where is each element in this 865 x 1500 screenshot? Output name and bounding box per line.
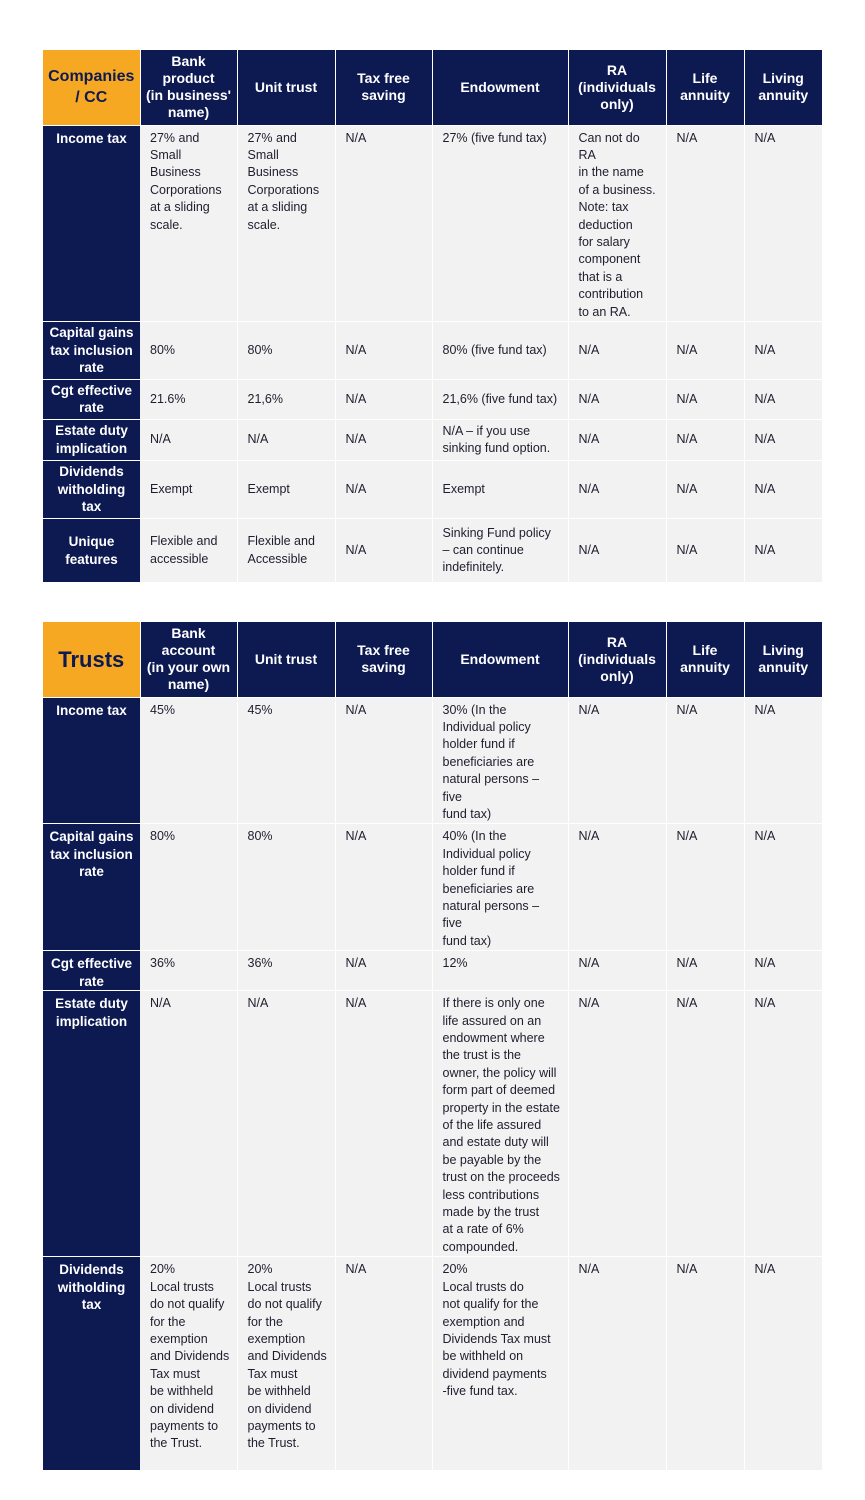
table-row [43, 419, 822, 460]
table-cell: Sinking Fund policy – can continue indefinitely. [432, 518, 568, 582]
table-cell: 80% [237, 321, 335, 379]
table-row [43, 518, 822, 582]
table-cell: N/A [666, 824, 744, 951]
row-header: Cgt effective rate [43, 951, 140, 991]
table-cell: 12% [432, 951, 568, 991]
table-cell: N/A [335, 518, 432, 582]
table-row [43, 379, 822, 419]
table-cell: Flexible and accessible [140, 518, 237, 582]
trusts-table [43, 622, 822, 1470]
table-cell: 45% [237, 697, 335, 824]
table-cell: N/A [335, 951, 432, 991]
table-cell: N/A [335, 697, 432, 824]
table-cell: 36% [140, 951, 237, 991]
table-cell: N/A [666, 991, 744, 1257]
table-cell: N/A [568, 379, 666, 419]
table-cell: 27% and Small Business Corporations at a sliding scale. [237, 125, 335, 321]
table-cell: N/A [744, 460, 822, 518]
table-cell: N/A [666, 321, 744, 379]
table-cell: 20% Local trusts do not qualify for the exemption and Dividends Tax must be withheld on dividend payments to the Trust. [140, 1257, 237, 1470]
table-cell: 80% [140, 321, 237, 379]
row-header: Cgt effective rate [43, 379, 140, 419]
table-cell: N/A [140, 991, 237, 1257]
row-header: Estate duty implication [43, 419, 140, 460]
row-header: Unique features [43, 518, 140, 582]
table-cell: Exempt [237, 460, 335, 518]
table-cell: N/A [335, 379, 432, 419]
table-row [43, 460, 822, 518]
column-header-bank-product: Bank product (in business' name) [140, 50, 237, 125]
table-cell: N/A – if you use sinking fund option. [432, 419, 568, 460]
table-cell: 21,6% [237, 379, 335, 419]
table-cell: Exempt [432, 460, 568, 518]
row-header: Income tax [43, 697, 140, 824]
table-cell: N/A [744, 1257, 822, 1470]
column-header-bank-account: Bank account (in your own name) [140, 622, 237, 697]
table-cell: 27% (five fund tax) [432, 125, 568, 321]
table-cell: N/A [666, 518, 744, 582]
table-cell: N/A [568, 951, 666, 991]
column-header-life-annuity: Life annuity [666, 622, 744, 697]
table-cell: N/A [568, 991, 666, 1257]
table-cell: N/A [568, 1257, 666, 1470]
table-cell: 27% and Small Business Corporations at a sliding scale. [140, 125, 237, 321]
row-header: Dividends witholding tax [43, 460, 140, 518]
table-cell: 45% [140, 697, 237, 824]
table-cell: N/A [140, 419, 237, 460]
column-header-tax-free-saving: Tax free saving [335, 50, 432, 125]
column-header-ra: RA (individuals only) [568, 622, 666, 697]
table-row [43, 951, 822, 991]
table-cell: N/A [744, 419, 822, 460]
table-row [43, 125, 822, 321]
table-title: Companies / CC [43, 50, 140, 125]
table-cell: 40% (In the Individual policy holder fund if beneficiaries are natural persons – five fund tax) [432, 824, 568, 951]
column-header-living-annuity: Living annuity [744, 50, 822, 125]
table-cell: If there is only one life assured on an endowment where the trust is the owner, the policy will form part of deemed property in the estate of the life assured and estate duty will be payable by the trust on the proceeds less contributions made by the trust at a rate of 6% compounded. [432, 991, 568, 1257]
table-cell: N/A [744, 518, 822, 582]
table-cell: N/A [666, 379, 744, 419]
table-title: Trusts [43, 622, 140, 697]
table-cell: N/A [237, 991, 335, 1257]
table-cell: N/A [744, 951, 822, 991]
table-row [43, 321, 822, 379]
table-cell: N/A [568, 321, 666, 379]
table-cell: N/A [744, 379, 822, 419]
table-cell: N/A [744, 321, 822, 379]
table-cell: N/A [568, 460, 666, 518]
table-cell: Can not do RA in the name of a business. Note: tax deduction for salary component that is a contribution to an RA. [568, 125, 666, 321]
column-header-endowment: Endowment [432, 622, 568, 697]
table-row [43, 1257, 822, 1470]
table-cell: N/A [335, 321, 432, 379]
table-cell: 20% Local trusts do not qualify for the exemption and Dividends Tax must be withheld on dividend payments -five fund tax. [432, 1257, 568, 1470]
table-cell: N/A [666, 419, 744, 460]
row-header: Capital gains tax inclusion rate [43, 824, 140, 951]
header-row [43, 50, 822, 125]
column-header-endowment: Endowment [432, 50, 568, 125]
table-cell: N/A [666, 125, 744, 321]
table-cell: N/A [666, 697, 744, 824]
table-cell: Exempt [140, 460, 237, 518]
column-header-life-annuity: Life annuity [666, 50, 744, 125]
row-header: Dividends witholding tax [43, 1257, 140, 1470]
column-header-living-annuity: Living annuity [744, 622, 822, 697]
companies-table [43, 50, 822, 582]
table-cell: N/A [744, 991, 822, 1257]
table-cell: N/A [335, 419, 432, 460]
table-cell: N/A [568, 697, 666, 824]
table-cell: N/A [568, 419, 666, 460]
table-cell: 80% [237, 824, 335, 951]
table-cell: N/A [568, 824, 666, 951]
row-header: Estate duty implication [43, 991, 140, 1257]
table-cell: N/A [744, 697, 822, 824]
table-row [43, 991, 822, 1257]
table-cell: N/A [744, 824, 822, 951]
column-header-unit-trust: Unit trust [237, 50, 335, 125]
table-row [43, 697, 822, 824]
table-cell: N/A [335, 125, 432, 321]
table-cell: 80% (five fund tax) [432, 321, 568, 379]
table-cell: N/A [335, 1257, 432, 1470]
table-cell: 36% [237, 951, 335, 991]
table-cell: Flexible and Accessible [237, 518, 335, 582]
table-cell: N/A [568, 518, 666, 582]
table-cell: N/A [666, 951, 744, 991]
table-cell: N/A [335, 460, 432, 518]
table-cell: N/A [335, 991, 432, 1257]
table-cell: N/A [335, 824, 432, 951]
table-cell: N/A [744, 125, 822, 321]
table-cell: N/A [666, 460, 744, 518]
table-cell: 21.6% [140, 379, 237, 419]
table-cell: N/A [666, 1257, 744, 1470]
header-row [43, 622, 822, 697]
table-cell: 21,6% (five fund tax) [432, 379, 568, 419]
table-cell: 30% (In the Individual policy holder fund if beneficiaries are natural persons – five fund tax) [432, 697, 568, 824]
table-cell: N/A [237, 419, 335, 460]
table-cell: 80% [140, 824, 237, 951]
table-row [43, 824, 822, 951]
column-header-tax-free-saving: Tax free saving [335, 622, 432, 697]
row-header: Capital gains tax inclusion rate [43, 321, 140, 379]
column-header-ra: RA (individuals only) [568, 50, 666, 125]
table-cell: 20% Local trusts do not qualify for the exemption and Dividends Tax must be withheld on dividend payments to the Trust. [237, 1257, 335, 1470]
column-header-unit-trust: Unit trust [237, 622, 335, 697]
row-header: Income tax [43, 125, 140, 321]
